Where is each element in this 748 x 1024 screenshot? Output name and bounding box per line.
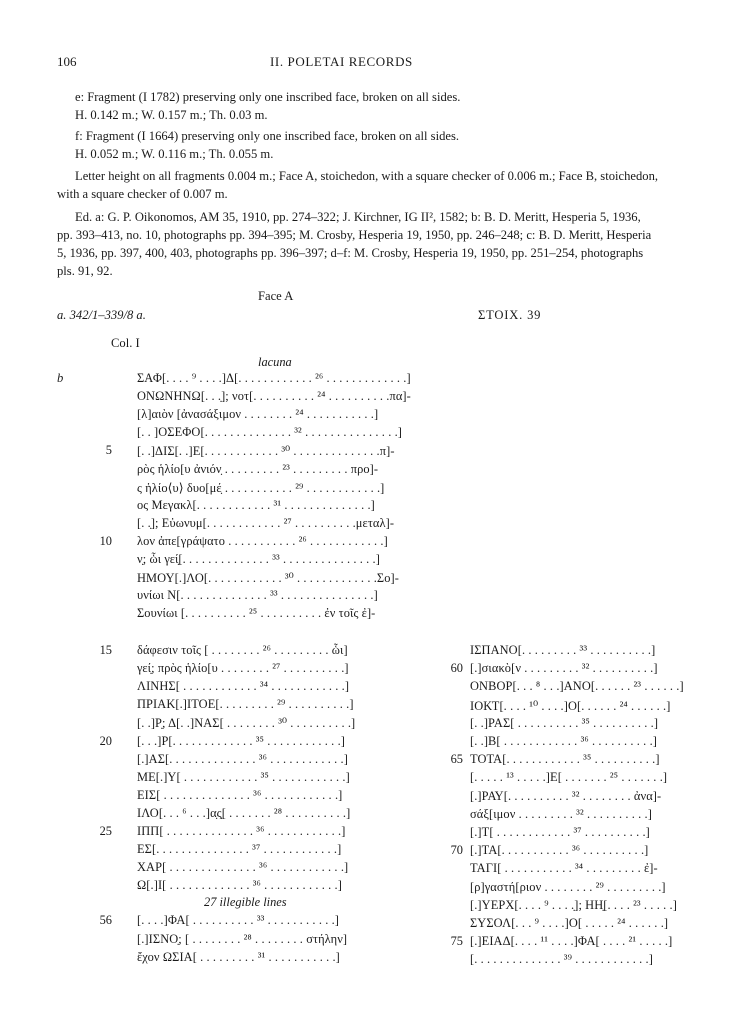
line-number: 65 xyxy=(450,752,463,767)
inscription-line: ΛΙΝΗΣ[ . . . . . . . . . . . . ³⁴ . . . . . . . . . . . .] xyxy=(137,679,350,694)
inscription-line: [.]ΙΣΝΟ̣; [ . . . . . . . . ²⁸ . . . . . . . . στήλην] xyxy=(137,931,348,946)
line-number: 20 xyxy=(99,733,112,748)
inscription-line: ΕΣ[. . . . . . . . . . . . . . . ³⁷ . . . . . . . . . . . .] xyxy=(137,842,342,857)
inscription-line: ΜΕ[.]Υ[ . . . . . . . . . . . . ³⁵ . . . . . . . . . . . .] xyxy=(137,769,350,784)
inscription-line: [. . . . . . . . . . . . . . ³⁹ . . . . . . . . . . . .] xyxy=(470,952,653,967)
fragment-f-desc: f: Fragment (I 1664) preserving only one inscribed face, broken on all sides. xyxy=(75,129,459,143)
fragment-f-dims: H. 0.052 m.; W. 0.116 m.; Th. 0.055 m. xyxy=(75,147,274,161)
fragment-e-desc: e: Fragment (I 1782) preserving only one inscribed face, broken on all sides. xyxy=(75,90,461,104)
inscription-line: υνίωι Ν[. . . . . . . . . . . . . . ³³ . . . . . . . . . . . . . . .] xyxy=(137,588,378,603)
inscription-line: [. .]ΡΑΣ[ . . . . . . . . . . ³⁵ . . . . . . . . . .] xyxy=(470,715,659,730)
inscription-line: ΣΑΦ[. . . . ⁹ . . . .]Δ[. . . . . . . . . . . . ²⁶ . . . . . . . . . . . . .] xyxy=(137,371,411,385)
running-title: II. POLETAI RECORDS xyxy=(270,54,413,69)
line-number: 5 xyxy=(105,443,112,458)
inscription-line: ΤΑΓΙ[ . . . . . . . . . . . ³⁴ . . . . . . . . . ἐ]- xyxy=(470,861,658,876)
inscription-line: [. .]Β[ . . . . . . . . . . . . ³⁶ . . . . . . . . . .] xyxy=(470,734,657,748)
fragment-label-b: b xyxy=(57,371,64,385)
inscription-line: ἔχον ΩΣΙΑ[ . . . . . . . . . ³¹ . . . . . . . . . . .] xyxy=(137,950,340,965)
editions-line-4: pls. 91, 92. xyxy=(57,264,113,278)
inscription-line: [.]ΑΣ[. . . . . . . . . . . . . . ³⁶ . . . . . . . . . . . .] xyxy=(137,751,348,766)
inscription-line: [.]ΕΙΑΔ[. . . . ¹¹ . . . .]ΦΑ[ . . . . ²¹ . . . . .] xyxy=(470,934,673,949)
inscription-line: ΤΟΤΑ[. . . . . . . . . . . . ³⁵ . . . . . . . . . .] xyxy=(470,752,660,767)
inscription-line: ΙΛΟ[. . . ⁶ . . .]α̣ς̣[ . . . . . . . ²⁸ . . . . . . . . . .] xyxy=(137,805,351,820)
page-number: 106 xyxy=(57,54,77,69)
inscription-line: [ρ]γαστή[ριον . . . . . . . . ²⁹ . . . . . . . . .] xyxy=(470,879,666,894)
line-number: 15 xyxy=(99,643,112,657)
inscription-line: [.]Τ[ . . . . . . . . . . . . ³⁷ . . . . . . . . . .] xyxy=(470,825,650,839)
face-title: Face A xyxy=(258,289,294,303)
inscription-line: ΣΥΣΟΛ[. . . ⁹ . . . .]Ο[ . . . . . ²⁴ . . . . . .] xyxy=(470,916,669,930)
inscription-line: [. .̣]; Εὐωνυμ[. . . . . . . . . . . . ²⁷ . . . . . . . . . .μεταλ]- xyxy=(137,515,395,530)
inscription-line: [.]ΤΑ[. . . . . . . . . . . ³⁶ . . . . . . . . . .] xyxy=(470,843,649,858)
line-number: 70 xyxy=(450,843,463,858)
stoichedon-count: ΣΤΟΙΧ. 39 xyxy=(478,308,542,322)
letter-height-note: Letter height on all fragments 0.004 m.; Face A, stoichedon, with a square checker of 0.006 m.; Face B, stoichedon, xyxy=(75,169,659,183)
inscription-line: Ω[.]Ι[ . . . . . . . . . . . . . ³⁶ . . . . . . . . . . . .] xyxy=(137,878,342,893)
date-range: a. 342/1–339/8 a. xyxy=(57,308,146,322)
inscription-line: [. .]Ρ̣; Δ[. .]ΝΑΣ[ . . . . . . . . ³⁰ . . . . . . . . . .] xyxy=(137,716,356,731)
inscription-line: [. . .]Ρ[. . . . . . . . . . . . . ³⁵ . . . . . . . . . . . .] xyxy=(137,733,346,748)
editions-line-2: pp. 393–413, no. 10, photographs pp. 394–395; M. Crosby, Hesperia 19, 1950, pp. 246–248; c: B. D. Meritt, Hesperia xyxy=(57,228,652,242)
inscription-line: ρὸς ἡλίο[υ ἀνιόν̣ . . . . . . . . . ²³ . . . . . . . . . προ]- xyxy=(137,461,379,476)
column-label: Col. I xyxy=(111,336,140,350)
inscription-line: ΧΑΡ[ . . . . . . . . . . . . . . ³⁶ . . . . . . . . . . . .] xyxy=(137,860,349,875)
line-number: 56 xyxy=(99,913,112,927)
inscription-line: ΟΝΩΝΗΝΩ[. . .̣]; νοτ[. . . . . . . . . . ²⁴ . . . . . . . . . .πα]- xyxy=(137,389,411,404)
inscription-line: σάξ[ιμον . . . . . . . . . ³² . . . . . . . . . .] xyxy=(470,806,652,821)
inscription-line: ς ἡλίο⟨υ⟩ δυο[μέ̣ . . . . . . . . . . . ²⁹ . . . . . . . . . . . .] xyxy=(137,480,385,495)
inscription-line: ΗΜΟΥ[.]ΛΟ[. . . . . . . . . . . . ³⁰ . . . . . . . . . . . . .Σο]- xyxy=(137,571,399,586)
line-number: 25 xyxy=(99,824,112,838)
line-number: 10 xyxy=(99,533,112,548)
editions-line-3: 5, 1936, pp. 397, 400, 403, photographs pp. 396–397; d–f: M. Crosby, Hesperia 19, 1950, pp. 251–254, photographs xyxy=(57,246,644,260)
inscription-line: ν̣; ὧι γεί̣[. . . . . . . . . . . . . . ³³ . . . . . . . . . . . . . . .] xyxy=(137,552,380,566)
editions-line-1: Ed. a: G. P. Oikonomos, AM 35, 1910, pp. 274–322; J. Kirchner, IG II², 1582; b: B. D. Meritt, Hesperia 5, 1936, xyxy=(75,210,641,224)
inscription-line: [. . ]ΟΣΕΦΟ[. . . . . . . . . . . . . . ³² . . . . . . . . . . . . . . .] xyxy=(137,425,403,440)
illegible-lines-note: 27 illegible lines xyxy=(204,895,287,909)
inscription-line: ΙΠΠ[ . . . . . . . . . . . . . . ³⁶ . . . . . . . . . . . .] xyxy=(137,824,346,838)
inscription-line: [.]σιακὸ[ν . . . . . . . . . ³² . . . . . . . . . .] xyxy=(470,661,658,676)
inscription-line: [. . . .]ΦΑ[ . . . . . . . . . . ³³ . . . . . . . . . . .] xyxy=(137,913,340,927)
line-number: 60 xyxy=(450,661,463,676)
inscription-line: [.]ΡΑΥ[. . . . . . . . . . ³² . . . . . . . . ἀνα]- xyxy=(470,788,662,803)
inscription-line: δάφεσιν τοῖς [ . . . . . . . . ²⁶ . . . . . . . . . ὧι] xyxy=(137,643,348,657)
inscription-line: γεί̣; πρὸς ἡλίο[υ . . . . . . . . ²⁷ . . . . . . . . . .] xyxy=(137,661,349,676)
line-number: 75 xyxy=(450,934,463,949)
inscription-line: [λ]αιὸν [ἀνασάξιμον . . . . . . . . ²⁴ . . . . . . . . . . .] xyxy=(137,407,379,422)
inscription-line: [.]ΥΕΡΧ[. . . . ⁹ . . . .̣]; ΗΗ̣[. . . . ²³ . . . . .] xyxy=(470,897,677,912)
fragment-e-dims: H. 0.142 m.; W. 0.157 m.; Th. 0.03 m. xyxy=(75,108,268,122)
inscription-line: ΙΟΚΤ[. . . . ¹⁰ . . . .]Ο[. . . . . . ²⁴ . . . . . .] xyxy=(470,698,671,713)
inscription-line: Σουνίωι [. . . . . . . . . . ²⁵ . . . . . . . . . . ἐν τοῖς ἐ]- xyxy=(137,606,376,621)
inscription-line: λον ἀπε[γράψατο . . . . . . . . . . . ²⁶ . . . . . . . . . . . .] xyxy=(137,533,388,548)
lacuna-label: lacuna xyxy=(258,355,292,369)
inscription-line: ΙΣΠΑΝΟ[. . . . . . . . . ³³ . . . . . . . . . .] xyxy=(470,643,656,657)
inscription-line: ΟΝΒΟΡ[. . . ⁸ . . .]ΑΝΟ[. . . . . . ²³ . . . . . .] xyxy=(470,679,684,694)
inscription-line: [. .]ΔΙΣ[. .]Ε[. . . . . . . . . . . . ³⁰ . . . . . . . . . . . . . .π]- xyxy=(137,444,395,459)
inscription-line: [. . . . . ¹³ . . . . .]Ε[ . . . . . . . ²⁵ . . . . . . .] xyxy=(470,770,668,785)
letter-height-note-cont: with a square checker of 0.007 m. xyxy=(57,187,228,201)
inscription-line: ος Μεγακλ[. . . . . . . . . . . . ³¹ . . . . . . . . . . . . . .] xyxy=(137,497,375,512)
inscription-line: ΠΡΙΑΚ[.]ΙΤΟΕ[. . . . . . . . . ²⁹ . . . . . . . . . .] xyxy=(137,697,354,712)
inscription-line: ΕΙΣ[ . . . . . . . . . . . . . . ³⁶ . . . . . . . . . . . .] xyxy=(137,787,343,802)
